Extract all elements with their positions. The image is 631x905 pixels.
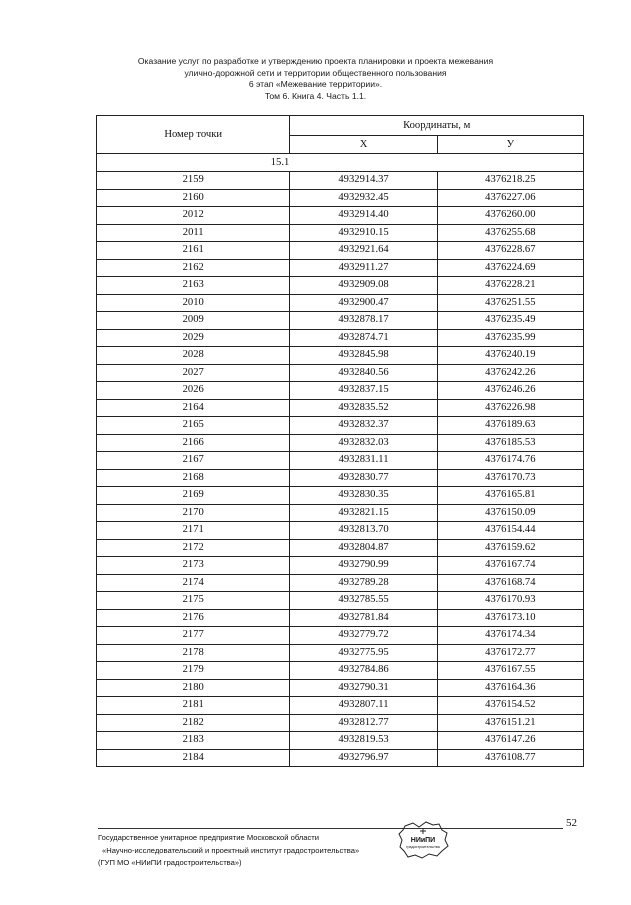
point-number-cell: 2166 (97, 434, 290, 452)
table-row (97, 207, 584, 225)
y-coordinate-cell: 4376170.73 (437, 469, 583, 487)
x-coordinate-cell: 4932789.28 (290, 574, 437, 592)
footer-divider (98, 828, 563, 829)
y-coordinate-cell: 4376228.21 (437, 277, 583, 295)
point-number-cell: 2180 (97, 679, 290, 697)
x-coordinate-cell: 4932874.71 (290, 329, 437, 347)
x-coordinate-cell: 4932813.70 (290, 522, 437, 540)
point-number-cell: 2029 (97, 329, 290, 347)
table-row (97, 242, 584, 260)
point-number-cell: 2178 (97, 644, 290, 662)
x-coordinate-cell: 4932790.31 (290, 679, 437, 697)
y-coordinate-cell: 4376167.55 (437, 662, 583, 680)
x-coordinate-cell: 4932790.99 (290, 557, 437, 575)
y-coordinate-cell: 4376260.00 (437, 207, 583, 225)
point-number-cell: 2171 (97, 522, 290, 540)
table-row (97, 329, 584, 347)
coordinates-table (96, 115, 584, 767)
table-row (97, 399, 584, 417)
point-number-cell: 2176 (97, 609, 290, 627)
table-row (97, 312, 584, 330)
y-coordinate-cell: 4376226.98 (437, 399, 583, 417)
point-number-cell: 2168 (97, 469, 290, 487)
point-number-cell: 2184 (97, 749, 290, 767)
table-row (97, 277, 584, 295)
table-row (97, 557, 584, 575)
y-coordinate-cell: 4376154.52 (437, 697, 583, 715)
header-line-4: Том 6. Книга 4. Часть 1.1. (264, 90, 367, 101)
y-coordinate-cell: 4376251.55 (437, 294, 583, 312)
x-coordinate-cell: 4932832.37 (290, 417, 437, 435)
point-number-cell: 2012 (97, 207, 290, 225)
x-coordinate-cell: 4932878.17 (290, 312, 437, 330)
y-coordinate-cell: 4376174.76 (437, 452, 583, 470)
point-number-header: Номер точки (97, 116, 290, 154)
y-coordinate-cell: 4376240.19 (437, 347, 583, 365)
table-row (97, 609, 584, 627)
table-row (97, 714, 584, 732)
x-coordinate-cell: 4932812.77 (290, 714, 437, 732)
x-column-header: X (290, 136, 437, 154)
x-coordinate-cell: 4932832.03 (290, 434, 437, 452)
x-coordinate-cell: 4932914.37 (290, 172, 437, 190)
x-coordinate-cell: 4932914.40 (290, 207, 437, 225)
table-row (97, 259, 584, 277)
table-row (97, 469, 584, 487)
y-coordinate-cell: 4376189.63 (437, 417, 583, 435)
y-coordinate-cell: 4376168.74 (437, 574, 583, 592)
point-number-cell: 2011 (97, 224, 290, 242)
y-coordinate-cell: 4376150.09 (437, 504, 583, 522)
y-coordinate-cell: 4376151.21 (437, 714, 583, 732)
footer-line-1: Государственное унитарное предприятие Московской области (98, 833, 320, 842)
point-number-cell: 2159 (97, 172, 290, 190)
x-coordinate-cell: 4932921.64 (290, 242, 437, 260)
y-coordinate-cell: 4376108.77 (437, 749, 583, 767)
table-row (97, 452, 584, 470)
point-number-cell: 2175 (97, 592, 290, 610)
x-coordinate-cell: 4932910.15 (290, 224, 437, 242)
x-coordinate-cell: 4932819.53 (290, 732, 437, 750)
point-number-cell: 2172 (97, 539, 290, 557)
point-number-cell: 2170 (97, 504, 290, 522)
header-line-2: улично-дорожной сети и территории общественного пользования (184, 67, 447, 78)
table-row (97, 434, 584, 452)
x-coordinate-cell: 4932807.11 (290, 697, 437, 715)
y-coordinate-cell: 4376159.62 (437, 539, 583, 557)
y-coordinate-cell: 4376218.25 (437, 172, 583, 190)
table-row (97, 749, 584, 767)
x-coordinate-cell: 4932909.08 (290, 277, 437, 295)
table-row (97, 732, 584, 750)
logo-subtext: градостроительства (406, 845, 440, 849)
point-number-cell: 2174 (97, 574, 290, 592)
page-number: 52 (566, 817, 577, 829)
table-row (97, 627, 584, 645)
table-row (97, 294, 584, 312)
point-number-cell: 2181 (97, 697, 290, 715)
point-number-cell: 2167 (97, 452, 290, 470)
x-coordinate-cell: 4932804.87 (290, 539, 437, 557)
point-number-cell: 2009 (97, 312, 290, 330)
header-line-1: Оказание услуг по разработке и утверждению проекта планировки и проекта межевания (137, 56, 494, 66)
x-coordinate-cell: 4932779.72 (290, 627, 437, 645)
point-number-cell: 2163 (97, 277, 290, 295)
header-line-3: 6 этап «Межевание территории». (248, 79, 383, 90)
institute-logo (395, 818, 451, 862)
logo-text: НИиПИ (410, 837, 436, 844)
x-coordinate-cell: 4932932.45 (290, 189, 437, 207)
x-coordinate-cell: 4932781.84 (290, 609, 437, 627)
document-footer (98, 832, 359, 870)
x-coordinate-cell: 4932845.98 (290, 347, 437, 365)
table-row (97, 487, 584, 505)
x-coordinate-cell: 4932911.27 (290, 259, 437, 277)
y-coordinate-cell: 4376165.81 (437, 487, 583, 505)
point-number-cell: 2028 (97, 347, 290, 365)
point-number-cell: 2165 (97, 417, 290, 435)
y-coordinate-cell: 4376255.68 (437, 224, 583, 242)
y-coordinate-cell: 4376164.36 (437, 679, 583, 697)
x-coordinate-cell: 4932831.11 (290, 452, 437, 470)
point-number-cell: 2010 (97, 294, 290, 312)
table-row (97, 522, 584, 540)
table-row (97, 679, 584, 697)
x-coordinate-cell: 4932840.56 (290, 364, 437, 382)
point-number-cell: 2169 (97, 487, 290, 505)
table-row (97, 662, 584, 680)
point-number-cell: 2162 (97, 259, 290, 277)
x-coordinate-cell: 4932785.55 (290, 592, 437, 610)
y-coordinate-cell: 4376172.77 (437, 644, 583, 662)
footer-line-3: (ГУП МО «НИиПИ градостроительства») (98, 858, 242, 867)
y-coordinate-cell: 4376185.53 (437, 434, 583, 452)
y-coordinate-cell: 4376228.67 (437, 242, 583, 260)
table-row (97, 504, 584, 522)
table-row (97, 189, 584, 207)
point-number-cell: 2177 (97, 627, 290, 645)
y-coordinate-cell: 4376147.26 (437, 732, 583, 750)
table-row (97, 644, 584, 662)
x-coordinate-cell: 4932796.97 (290, 749, 437, 767)
x-coordinate-cell: 4932830.35 (290, 487, 437, 505)
point-number-cell: 2182 (97, 714, 290, 732)
section-label: 15.1 (97, 154, 584, 172)
y-coordinate-cell: 4376167.74 (437, 557, 583, 575)
point-number-cell: 2161 (97, 242, 290, 260)
y-coordinate-cell: 4376224.69 (437, 259, 583, 277)
table-row (97, 592, 584, 610)
point-number-cell: 2179 (97, 662, 290, 680)
y-coordinate-cell: 4376227.06 (437, 189, 583, 207)
x-coordinate-cell: 4932900.47 (290, 294, 437, 312)
table-row (97, 172, 584, 190)
table-row (97, 539, 584, 557)
x-coordinate-cell: 4932821.15 (290, 504, 437, 522)
x-coordinate-cell: 4932775.95 (290, 644, 437, 662)
table-row (97, 347, 584, 365)
y-column-header: У (437, 136, 583, 154)
y-coordinate-cell: 4376235.99 (437, 329, 583, 347)
table-row (97, 574, 584, 592)
table-row (97, 364, 584, 382)
y-coordinate-cell: 4376235.49 (437, 312, 583, 330)
y-coordinate-cell: 4376174.34 (437, 627, 583, 645)
x-coordinate-cell: 4932835.52 (290, 399, 437, 417)
table-row (97, 417, 584, 435)
table-row (97, 382, 584, 400)
y-coordinate-cell: 4376170.93 (437, 592, 583, 610)
x-coordinate-cell: 4932830.77 (290, 469, 437, 487)
table-row (97, 697, 584, 715)
y-coordinate-cell: 4376173.10 (437, 609, 583, 627)
table-row (97, 224, 584, 242)
point-number-cell: 2027 (97, 364, 290, 382)
y-coordinate-cell: 4376154.44 (437, 522, 583, 540)
point-number-cell: 2160 (97, 189, 290, 207)
footer-line-2: «Научно-исследовательский и проектный институт градостроительства» (102, 845, 360, 855)
document-header (0, 56, 631, 102)
x-coordinate-cell: 4932837.15 (290, 382, 437, 400)
point-number-cell: 2183 (97, 732, 290, 750)
y-coordinate-cell: 4376246.26 (437, 382, 583, 400)
point-number-cell: 2164 (97, 399, 290, 417)
point-number-cell: 2026 (97, 382, 290, 400)
x-coordinate-cell: 4932784.86 (290, 662, 437, 680)
point-number-cell: 2173 (97, 557, 290, 575)
y-coordinate-cell: 4376242.26 (437, 364, 583, 382)
coordinates-header: Координаты, м (290, 116, 584, 136)
